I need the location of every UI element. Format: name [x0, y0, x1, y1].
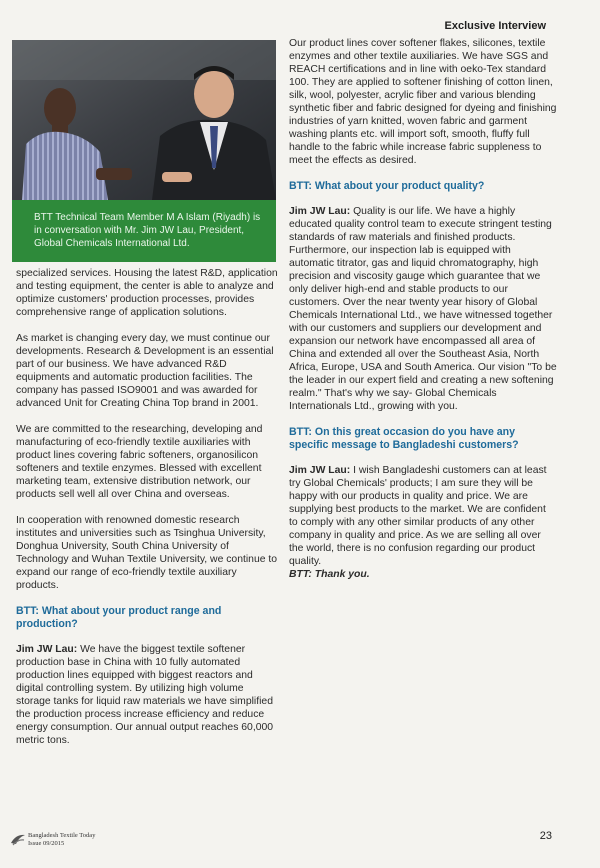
- paragraph: Our product lines cover softener flakes, silicones, textile enzymes and other textile auxiliaries. We have SGS and REACH certifications and in line with oeko-Tex standard 100. They are applied to softener finishing of cotton linen, silk, wool, polyester, acrylic fiber and various blending synthetic fiber and fabric designed for dyeing and finishing industries of yarn knitted, woven fabric and garment washing plants etc. will import soft, smooth, fluffy full handle to the fabric while increase fabric suppleness to meet the effects as desired.: [289, 38, 557, 166]
- page-number: 23: [539, 830, 552, 842]
- answer-text: I wish Bangladeshi customers can at least try Global Chemicals' products; I am sure they will be happy with our products in quality and price. We are supplying best products to the market. We are confident to comply with any other similar products of any other company in quality and price. As we are selling all over the world, there is no confusion regarding our product quality.: [289, 465, 547, 567]
- interview-answer: [289, 464, 557, 568]
- paragraph: In cooperation with renowned domestic research institutes and universities such as Tsinghua University, Donghua University, South China University of Technology and Wuhan Textile University, we continue to expand our range of eco-friendly textile auxiliary products.: [16, 515, 278, 591]
- footer-logo: [10, 830, 130, 860]
- left-column: [16, 267, 278, 760]
- paragraph: We are committed to the researching, developing and manufacturing of eco-friendly textile auxiliaries with product lines covering fabric softeners, organosilicon softeners and textile enzymes. Blessed with excellent marketing team, extensive distribution network, our products sell well all over China and overseas.: [16, 424, 263, 500]
- photo-caption: BTT Technical Team Member M A Islam (Riyadh) is in conversation with Mr. Jim JW Lau, President, Global Chemicals International Ltd.: [12, 200, 276, 262]
- issue-number: Issue 09/2015: [28, 840, 65, 847]
- paragraph: specialized services. Housing the latest R&D, application and testing equipment, the center is able to analyze and optimize customers' production processes, provides comprehensive range of application solutions.: [16, 268, 278, 318]
- answer-text: We have the biggest textile softener production base in China with 10 fully automated production lines equipped with biggest reactors and digital controlling system. By utilizing high volume storage tanks for liquid raw materials we have simplified the production process increase efficiency and reduce energy consumption. Our annual output reaches 60,000 metric tons.: [16, 644, 274, 746]
- speaker-name: Jim JW Lau:: [289, 206, 351, 217]
- paragraph: As market is changing every day, we must continue our developments. Research & Development is an essential part of our business. We have advanced R&D equipments and automatic production facilities. The company has passed ISO9001 and was awarded for advanced Unit for Creating China Top brand in 2001.: [16, 333, 274, 409]
- closing-line: BTT: Thank you.: [289, 569, 370, 580]
- photo-illustration: [12, 40, 276, 200]
- section-label: Exclusive Interview: [444, 20, 546, 32]
- publication-logo-icon: [10, 832, 26, 846]
- interview-answer: [16, 643, 278, 747]
- interview-question: BTT: On this great occasion do you have any specific message to Bangladeshi customers?: [289, 426, 519, 451]
- publication-name: Bangladesh Textile Today: [28, 832, 96, 839]
- footer-publication: [28, 832, 95, 848]
- interview-question: BTT: What about your product quality?: [289, 180, 485, 192]
- right-column: [289, 37, 557, 581]
- answer-text: Quality is our life. We have a highly educated quality control team to execute stringent testing standards of raw materials and finished products. Furthermore, our inspection lab is equipped with automatic titrator, gas and liquid chromatography, high precision and viscosity gauge which guarantee that we only deliver high-end and stable products to our customers. Over the near twenty year hisory of Global Chemicals International Ltd., we have witnessed together with our customers and suppliers our development and expansion our network have encompassed all area of China and extended all over the Southeast Asia, North Africa, Europe, USA and South America. Our vision "To be the leader in our expert field and creating a new softening realm." That's why we say- Global Chemicals Internationals Ltd., growing with you.: [289, 206, 557, 412]
- interview-photo: [12, 40, 276, 200]
- speaker-name: Jim JW Lau:: [16, 644, 78, 655]
- interview-answer: [289, 205, 557, 413]
- interview-question: BTT: What about your product range and production?: [16, 605, 222, 630]
- speaker-name: Jim JW Lau:: [289, 465, 351, 476]
